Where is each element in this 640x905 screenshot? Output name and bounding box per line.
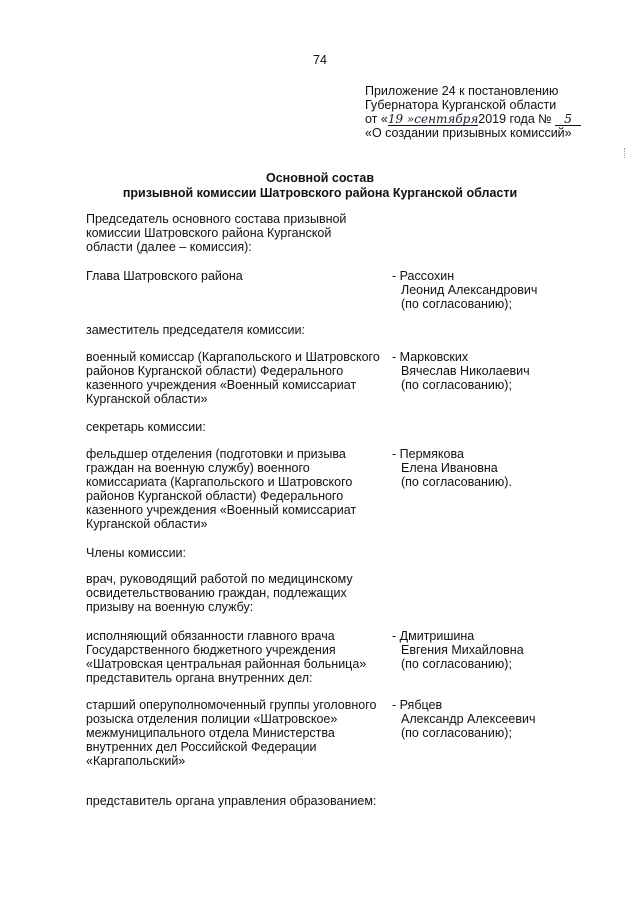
doctor-person: - Дмитришина Евгения Михайловна (по согласованию); <box>392 629 524 671</box>
margin-mark <box>624 148 627 158</box>
chair-position: Глава Шатровского района <box>86 269 243 283</box>
appendix-header <box>365 84 625 140</box>
deputy-heading: заместитель председателя комиссии: <box>86 323 305 337</box>
members-heading: Члены комиссии: <box>86 546 187 560</box>
title-line-1: Основной состав <box>265 171 375 185</box>
secretary-position: фельдшер отделения (подготовки и призыва граждан на военную службу) военного комиссариата (Каргапольского и Шатровского районов Курганской области) Федерального казенного учреждения «Военный комиссариат Курганской области» <box>86 447 357 531</box>
appendix-date-day: 19 <box>387 112 404 126</box>
police-person: - Рябцев Александр Алексеевич (по согласованию); <box>392 698 536 740</box>
secretary-heading: секретарь комиссии: <box>86 420 206 434</box>
chair-heading: Председатель основного состава призывной комиссии Шатровского района Курганской области (далее – комиссия): <box>86 212 347 254</box>
chair-person: - Рассохин Леонид Александрович (по согласованию); <box>392 269 538 311</box>
police-position: старший оперуполномоченный группы уголовного розыска отделения полиции «Шатровское» межмуниципального отдела Министерства внутренних дел Российской Федерации «Каргапольский» <box>86 698 377 768</box>
document-title <box>0 171 640 201</box>
education-heading: представитель органа управления образованием: <box>86 794 377 808</box>
appendix-decree-number: 5 <box>555 113 581 126</box>
appendix-date-handwritten: 19 »сентября <box>387 112 479 126</box>
appendix-line-4: «О создании призывных комиссий» <box>365 126 572 140</box>
appendix-date-year: 2019 года № <box>478 112 552 126</box>
deputy-person: - Марковских Вячеслав Николаевич (по согласованию); <box>392 350 530 392</box>
appendix-line-1: Приложение 24 к постановлению <box>365 84 559 98</box>
appendix-date-month: сентября <box>414 112 479 126</box>
doctor-heading: врач, руководящий работой по медицинскому освидетельствованию граждан, подлежащих призыву на военную службу: <box>86 572 353 614</box>
doctor-position: исполняющий обязанности главного врача Государственного бюджетного учреждения «Шатровская центральная районная больница» представитель органа внутренних дел: <box>86 629 367 685</box>
appendix-line-2: Губернатора Курганской области <box>365 98 557 112</box>
deputy-position: военный комиссар (Каргапольского и Шатровского районов Курганской области) Федерального казенного учреждения «Военный комиссариат Курганской области» <box>86 350 380 406</box>
appendix-date-prefix: от « <box>365 112 388 126</box>
title-line-2: призывной комиссии Шатровского района Курганской области <box>122 186 518 200</box>
secretary-person: - Пермякова Елена Ивановна (по согласованию). <box>392 447 512 489</box>
appendix-line-3 <box>365 112 625 126</box>
page-number: 74 <box>313 53 327 67</box>
